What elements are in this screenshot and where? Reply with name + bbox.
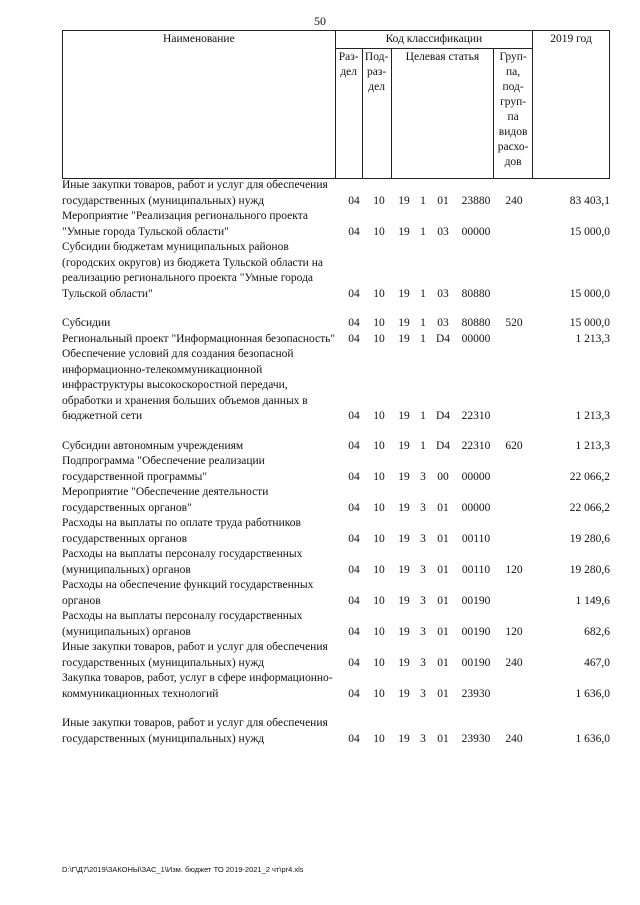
table-body	[62, 178, 610, 747]
table-header	[62, 30, 610, 179]
row-event: D4	[435, 410, 451, 422]
table-row	[62, 240, 610, 302]
row-program: 19	[398, 470, 410, 483]
header-group: Груп- па, под- груп- па видов расхо- дов	[494, 49, 533, 179]
row-name: Расходы на выплаты по оплате труда работников государственных органов	[62, 517, 301, 545]
row-podrazdel: 10	[373, 439, 385, 452]
row-razdel: 04	[348, 656, 360, 669]
row-podrazdel: 10	[373, 410, 385, 422]
row-razdel: 04	[348, 732, 360, 745]
table-row	[62, 547, 610, 578]
row-name: Закупка товаров, работ, услуг в сфере информационно-коммуникационных технологий	[62, 672, 333, 700]
table-row	[62, 578, 610, 609]
row-name: Субсидии	[62, 317, 111, 329]
row-podrazdel: 10	[373, 594, 385, 607]
row-sum: 1 636,0	[575, 687, 610, 700]
row-subprogram: 1	[420, 194, 426, 207]
row-sum: 83 403,1	[569, 194, 610, 207]
row-direction: 00000	[461, 332, 491, 345]
header-name: Наименование	[63, 31, 336, 179]
table-row	[62, 485, 610, 516]
row-direction: 23880	[461, 194, 491, 207]
row-event: 01	[437, 594, 449, 607]
row-name: Региональный проект "Информационная безопасность"	[62, 332, 336, 345]
row-name: Обеспечение условий для создания безопасной информационно-телекоммуникационной инфраструктуры высокоскоростной передачи, обработки и хранения больших объемов данных в бюджетной сети	[62, 348, 308, 422]
row-podrazdel: 10	[373, 332, 385, 345]
row-name: Расходы на выплаты персоналу государственных (муниципальных) органов	[62, 548, 303, 576]
row-vid-rashodov: 240	[505, 194, 523, 207]
row-subprogram: 3	[420, 470, 426, 483]
row-direction: 00000	[461, 470, 491, 483]
row-podrazdel: 10	[373, 532, 385, 545]
row-podrazdel: 10	[373, 732, 385, 745]
row-name: Иные закупки товаров, работ и услуг для обеспечения государственных (муниципальных) нужд	[62, 717, 328, 745]
row-event: D4	[435, 332, 451, 345]
row-podrazdel: 10	[373, 470, 385, 483]
row-sum: 1 636,0	[575, 732, 610, 745]
row-event: 00	[437, 470, 449, 483]
row-event: 01	[437, 194, 449, 207]
row-event: 03	[437, 287, 449, 300]
row-direction: 00190	[461, 594, 491, 607]
row-podrazdel: 10	[373, 501, 385, 514]
row-vid-rashodov: 240	[505, 732, 523, 745]
row-sum: 15 000,0	[569, 287, 610, 300]
row-subprogram: 3	[420, 687, 426, 700]
row-direction: 23930	[461, 687, 491, 700]
row-program: 19	[398, 563, 410, 576]
row-direction: 00000	[461, 501, 491, 514]
row-razdel: 04	[348, 439, 360, 452]
row-sum: 19 280,6	[569, 532, 610, 545]
row-podrazdel: 10	[373, 656, 385, 669]
row-program: 19	[398, 317, 410, 329]
row-event: 01	[437, 687, 449, 700]
row-name: Расходы на выплаты персоналу государственных (муниципальных) органов	[62, 610, 303, 638]
row-direction: 00000	[461, 225, 491, 238]
row-subprogram: 3	[420, 532, 426, 545]
row-event: 01	[437, 656, 449, 669]
row-name: Мероприятие "Обеспечение деятельности государственных органов"	[62, 486, 269, 514]
row-direction: 23930	[461, 732, 491, 745]
row-event: 03	[437, 225, 449, 238]
row-subprogram: 3	[420, 563, 426, 576]
row-name: Иные закупки товаров, работ и услуг для обеспечения государственных (муниципальных) нужд	[62, 179, 328, 207]
row-podrazdel: 10	[373, 317, 385, 329]
row-subprogram: 1	[420, 225, 426, 238]
table-row	[62, 332, 610, 348]
row-direction: 00110	[461, 532, 491, 545]
row-sum: 15 000,0	[569, 225, 610, 238]
row-sum: 1 213,3	[575, 332, 610, 345]
row-program: 19	[398, 410, 410, 422]
table-row	[62, 716, 610, 747]
row-razdel: 04	[348, 687, 360, 700]
row-program: 19	[398, 732, 410, 745]
row-event: 01	[437, 625, 449, 638]
row-razdel: 04	[348, 410, 360, 422]
row-sum: 1 149,6	[575, 594, 610, 607]
row-sum: 467,0	[584, 656, 610, 669]
row-razdel: 04	[348, 225, 360, 238]
table-row	[62, 178, 610, 209]
row-direction: 80880	[461, 287, 491, 300]
row-program: 19	[398, 194, 410, 207]
row-program: 19	[398, 439, 410, 452]
row-sum: 22 066,2	[569, 470, 610, 483]
row-program: 19	[398, 656, 410, 669]
row-program: 19	[398, 594, 410, 607]
row-vid-rashodov: 240	[505, 656, 523, 669]
row-razdel: 04	[348, 594, 360, 607]
row-subprogram: 1	[420, 287, 426, 300]
row-razdel: 04	[348, 287, 360, 300]
table-row	[62, 671, 610, 702]
row-sum: 1 213,3	[575, 410, 610, 422]
table-row	[62, 439, 610, 455]
row-subprogram: 3	[420, 594, 426, 607]
row-sum: 15 000,0	[569, 317, 610, 329]
row-sum: 22 066,2	[569, 501, 610, 514]
row-direction: 22310	[461, 439, 491, 452]
row-razdel: 04	[348, 501, 360, 514]
table-row	[62, 209, 610, 240]
row-event: 03	[437, 317, 449, 329]
table-row	[62, 516, 610, 547]
file-path-footer: D:\Г\Д7\2019\ЗАКОНЫ\ЗАС_1\Изм. бюджет ТО 2019-2021_2 чт\pr4.xls	[62, 865, 304, 874]
row-podrazdel: 10	[373, 625, 385, 638]
row-program: 19	[398, 625, 410, 638]
row-razdel: 04	[348, 194, 360, 207]
row-direction: 22310	[461, 410, 491, 422]
row-event: D4	[435, 439, 451, 452]
row-program: 19	[398, 501, 410, 514]
row-program: 19	[398, 287, 410, 300]
row-sum: 19 280,6	[569, 563, 610, 576]
row-name: Подпрограмма "Обеспечение реализации государственной программы"	[62, 455, 265, 483]
row-event: 01	[437, 732, 449, 745]
table-row	[62, 454, 610, 485]
row-vid-rashodov: 120	[505, 563, 523, 576]
row-event: 01	[437, 563, 449, 576]
header-year: 2019 год	[533, 31, 610, 179]
row-subprogram: 1	[420, 332, 426, 345]
row-event: 01	[437, 501, 449, 514]
row-razdel: 04	[348, 532, 360, 545]
row-vid-rashodov: 620	[505, 439, 523, 452]
row-direction: 80880	[461, 317, 491, 329]
row-subprogram: 3	[420, 501, 426, 514]
page-number: 50	[314, 14, 326, 28]
row-name: Субсидии автономным учреждениям	[62, 439, 244, 452]
row-subprogram: 3	[420, 732, 426, 745]
row-name: Иные закупки товаров, работ и услуг для обеспечения государственных (муниципальных) нужд	[62, 641, 328, 669]
table-row	[62, 316, 610, 332]
row-sum: 1 213,3	[575, 439, 610, 452]
row-name: Мероприятие "Реализация регионального проекта "Умные города Тульской области"	[62, 210, 308, 238]
row-name: Расходы на обеспечение функций государственных органов	[62, 579, 314, 607]
row-vid-rashodov: 520	[505, 317, 523, 329]
row-program: 19	[398, 532, 410, 545]
row-event: 01	[437, 532, 449, 545]
row-subprogram: 1	[420, 439, 426, 452]
row-subprogram: 3	[420, 625, 426, 638]
row-razdel: 04	[348, 470, 360, 483]
header-target: Целевая статья	[391, 49, 494, 179]
row-subprogram: 1	[420, 410, 426, 422]
row-razdel: 04	[348, 317, 360, 329]
row-podrazdel: 10	[373, 687, 385, 700]
table-row	[62, 347, 610, 425]
header-podrazdel: Под- раз- дел	[362, 49, 391, 179]
row-sum: 682,6	[584, 625, 610, 638]
row-direction: 00190	[461, 625, 491, 638]
table-row	[62, 640, 610, 671]
row-podrazdel: 10	[373, 563, 385, 576]
row-direction: 00190	[461, 656, 491, 669]
row-program: 19	[398, 332, 410, 345]
header-razdel: Раз- дел	[335, 49, 362, 179]
row-razdel: 04	[348, 625, 360, 638]
row-podrazdel: 10	[373, 194, 385, 207]
row-direction: 00110	[461, 563, 491, 576]
table-row	[62, 609, 610, 640]
row-name: Субсидии бюджетам муниципальных районов (городских округов) из бюджета Тульской области на реализацию регионального проекта "Умные города Тульской области"	[62, 241, 323, 300]
row-vid-rashodov: 120	[505, 625, 523, 638]
row-subprogram: 3	[420, 656, 426, 669]
row-podrazdel: 10	[373, 287, 385, 300]
row-razdel: 04	[348, 332, 360, 345]
row-program: 19	[398, 225, 410, 238]
header-code: Код классификации	[335, 31, 532, 49]
row-program: 19	[398, 687, 410, 700]
row-subprogram: 1	[420, 317, 426, 329]
row-podrazdel: 10	[373, 225, 385, 238]
row-razdel: 04	[348, 563, 360, 576]
